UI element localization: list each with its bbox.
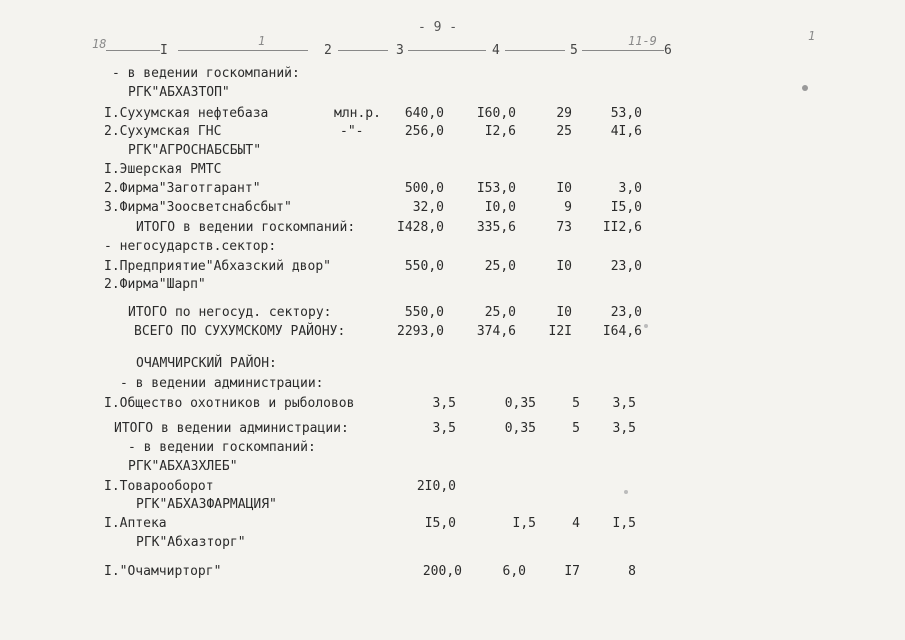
cell-col6: II2,6 xyxy=(602,220,642,235)
margin-mark: 1 xyxy=(808,29,816,43)
row-unit: -"- xyxy=(340,124,364,139)
total-label: ВСЕГО ПО СУХУМСКОМУ РАЙОНУ: xyxy=(134,324,346,339)
cell-col6: 53,0 xyxy=(610,106,642,121)
cell-col6: I64,6 xyxy=(602,324,642,339)
row-label: РГК"АБХАЗХЛЕБ" xyxy=(128,459,238,474)
ink-speck xyxy=(802,85,808,91)
header-rule xyxy=(338,50,388,51)
cell-col6: 3,5 xyxy=(612,396,636,411)
cell-col5: I0 xyxy=(556,305,572,320)
row-label: 2.Фирма"Шарп" xyxy=(104,277,206,292)
cell-col6: 8 xyxy=(628,564,636,579)
cell-col5: 25 xyxy=(556,124,572,139)
row-label: I.Сухумская нефтебаза xyxy=(104,106,269,121)
row-label: I.Товарооборот xyxy=(104,479,214,494)
ink-speck xyxy=(644,324,648,328)
row-label: I.Аптека xyxy=(104,516,167,531)
row-label: - в ведении госкомпаний: xyxy=(128,440,316,455)
row-unit: млн.р. xyxy=(334,106,381,121)
header-rule xyxy=(408,50,486,51)
margin-mark: 11-9 xyxy=(628,34,657,48)
cell-col4: 25,0 xyxy=(484,305,516,320)
cell-col6: 3,0 xyxy=(618,181,642,196)
column-header: 6 xyxy=(664,43,672,58)
cell-col6: 3,5 xyxy=(612,421,636,436)
row-label: 2.Фирма"Заготгарант" xyxy=(104,181,261,196)
cell-col5: I7 xyxy=(564,564,580,579)
row-label: I."Очамчирторг" xyxy=(104,564,222,579)
row-label: I.Общество охотников и рыболовов xyxy=(104,396,355,411)
column-header: 3 xyxy=(396,43,404,58)
section-heading: ОЧАМЧИРСКИЙ РАЙОН: xyxy=(136,356,277,371)
column-header: I xyxy=(160,43,168,58)
cell-col4: 6,0 xyxy=(502,564,526,579)
cell-col5: I0 xyxy=(556,259,572,274)
cell-col6: 23,0 xyxy=(610,305,642,320)
row-label: 2.Сухумская ГНС xyxy=(104,124,222,139)
cell-col3: I5,0 xyxy=(424,516,456,531)
cell-col4: 25,0 xyxy=(484,259,516,274)
subtotal-label: ИТОГО по негосуд. сектору: xyxy=(128,305,332,320)
header-rule xyxy=(106,50,160,51)
cell-col3: 2293,0 xyxy=(397,324,444,339)
cell-col5: 29 xyxy=(556,106,572,121)
header-rule xyxy=(505,50,565,51)
cell-col3: 2I0,0 xyxy=(416,479,456,494)
row-label: РГК"Абхазторг" xyxy=(136,535,246,550)
row-label: I.Предприятие"Абхазский двор" xyxy=(104,259,331,274)
margin-mark: 18 xyxy=(92,37,107,51)
row-label: I.Эшерская РМТС xyxy=(104,162,222,177)
cell-col3: 3,5 xyxy=(432,396,456,411)
cell-col3: 640,0 xyxy=(404,106,444,121)
cell-col4: 374,6 xyxy=(476,324,516,339)
cell-col5: 5 xyxy=(572,396,580,411)
cell-col3: 550,0 xyxy=(404,305,444,320)
column-header: 2 xyxy=(324,43,332,58)
cell-col4: 0,35 xyxy=(504,396,536,411)
page-number: - 9 - xyxy=(418,20,458,35)
cell-col4: I60,0 xyxy=(476,106,516,121)
cell-col5: I2I xyxy=(548,324,572,339)
row-label: РГК"АБХАЗФАРМАЦИЯ" xyxy=(136,497,277,512)
subtotal-label: ИТОГО в ведении администрации: xyxy=(114,421,349,436)
cell-col4: 335,6 xyxy=(476,220,516,235)
subtotal-label: ИТОГО в ведении госкомпаний: xyxy=(136,220,356,235)
column-header: 4 xyxy=(492,43,500,58)
cell-col6: I5,0 xyxy=(610,200,642,215)
cell-col4: 0,35 xyxy=(504,421,536,436)
cell-col3: 200,0 xyxy=(422,564,462,579)
row-label: РГК"АГРОСНАБСБЫТ" xyxy=(128,143,262,158)
ink-speck xyxy=(624,490,628,494)
row-label: - в ведении администрации: xyxy=(120,376,324,391)
cell-col3: 256,0 xyxy=(404,124,444,139)
header-rule xyxy=(178,50,308,51)
cell-col6: 23,0 xyxy=(610,259,642,274)
column-header: 5 xyxy=(570,43,578,58)
cell-col3: 500,0 xyxy=(404,181,444,196)
cell-col6: 4I,6 xyxy=(610,124,642,139)
cell-col3: 32,0 xyxy=(412,200,444,215)
margin-mark: 1 xyxy=(258,34,266,48)
row-label: - в ведении госкомпаний: xyxy=(112,66,300,81)
row-label: 3.Фирма"Зоосветснабсбыт" xyxy=(104,200,292,215)
cell-col4: I,5 xyxy=(512,516,536,531)
cell-col5: 4 xyxy=(572,516,580,531)
cell-col5: 73 xyxy=(556,220,572,235)
header-rule xyxy=(582,50,664,51)
cell-col3: 550,0 xyxy=(404,259,444,274)
cell-col5: 9 xyxy=(564,200,572,215)
cell-col3: I428,0 xyxy=(397,220,444,235)
cell-col4: I2,6 xyxy=(484,124,516,139)
cell-col6: I,5 xyxy=(612,516,636,531)
row-label: - негосударств.сектор: xyxy=(104,239,277,254)
cell-col5: I0 xyxy=(556,181,572,196)
cell-col4: I53,0 xyxy=(476,181,516,196)
cell-col3: 3,5 xyxy=(432,421,456,436)
cell-col4: I0,0 xyxy=(484,200,516,215)
row-label: РГК"АБХАЗТОП" xyxy=(128,85,230,100)
cell-col5: 5 xyxy=(572,421,580,436)
